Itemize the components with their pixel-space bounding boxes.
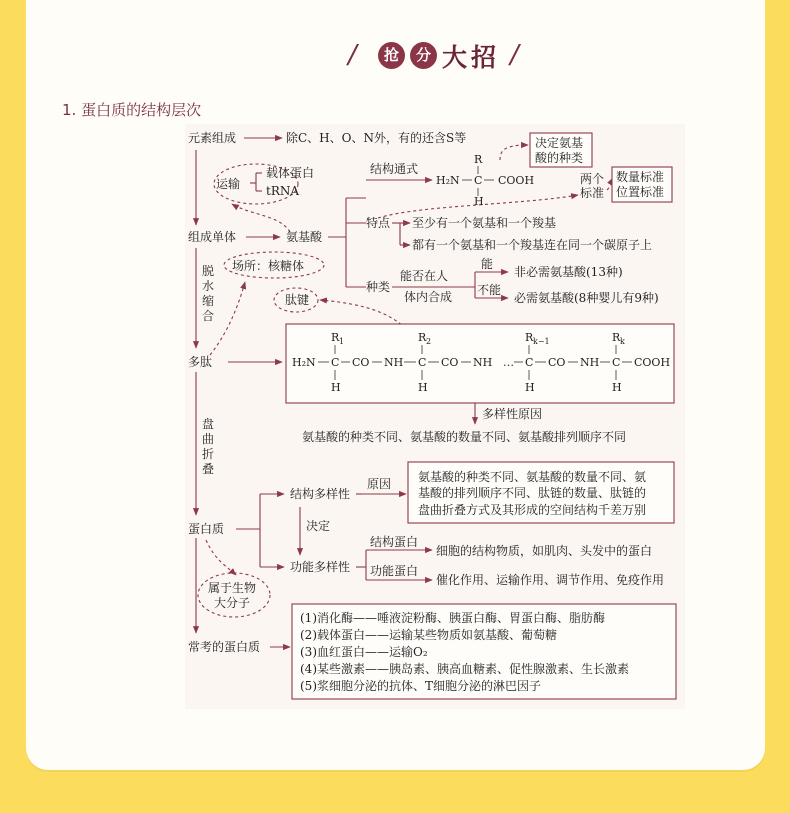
trna: tRNA [266,184,300,198]
label-monomer: 组成单体 [188,230,237,244]
chain-R2-sub: 2 [426,337,432,346]
decide-line-2: 酸的种类 [535,151,584,165]
chain-CO3: CO [548,356,566,369]
macromolecule-1: 属于生物 [208,581,257,595]
chain-NH2: NH [473,356,493,369]
label-common-proteins: 常考的蛋白质 [188,640,261,654]
label-amino-acid: 氨基酸 [286,230,323,244]
label-peptide-bond: 肽键 [285,293,310,307]
chain-C2: C [418,356,427,369]
label-transport: 运输 [216,177,241,191]
label-elements: 元素组成 [188,131,237,145]
label-protein: 蛋白质 [188,522,225,536]
common-5: (5)浆细胞分泌的抗体、T细胞分泌的淋巴因子 [300,679,542,693]
chain-C1: C [331,356,340,369]
header-char-1: 抢 [378,42,405,69]
carrier-protein: 载体蛋白 [266,166,315,180]
label-func-diversity: 功能多样性 [290,560,351,574]
label-struct-protein: 结构蛋白 [370,535,419,549]
common-2: (2)载体蛋白——运输某些物质如氨基酸、葡萄糖 [300,628,557,642]
left-slash: / [348,40,357,70]
chain-R1: R [331,331,340,344]
macromolecule-2: 大分子 [214,596,251,610]
label-kinds: 种类 [366,280,391,294]
chain-H4: H [612,381,622,394]
chain-H1: H [331,381,341,394]
decide-line-1: 决定氨基 [535,136,584,150]
formula-COOH: COOH [498,174,535,187]
feature-2: 都有一个氨基和一个羧基连在同一个碳原子上 [412,238,653,252]
dehydration-3: 缩 [202,294,215,308]
dehydration-4: 合 [202,309,215,323]
chain-C4: C [612,356,621,369]
reason-line-1: 氨基酸的种类不同、氨基酸的数量不同、氨 [418,470,647,484]
common-4: (4)某些激素——胰岛素、胰高血糖素、促性腺激素、生长激素 [300,662,630,676]
chain-Rk: R [612,331,621,344]
label-two: 两个 [580,172,605,186]
nonessential-aa: 非必需氨基酸(13种) [514,265,623,279]
chain-COOH: COOH [634,356,671,369]
label-features: 特点 [366,216,391,230]
label-can: 能 [481,257,494,271]
chain-H2: H [418,381,428,394]
chain-Rk-sub: k [620,337,625,346]
header-char-4: 招 [471,43,497,72]
position-standard: 位置标准 [616,185,665,199]
label-general-formula: 结构通式 [370,162,419,176]
label-can-synth-2: 体内合成 [404,290,453,304]
chain-R2: R [418,331,427,344]
essential-aa: 必需氨基酸(8种婴儿有9种) [514,291,659,305]
chain-NH3: NH [580,356,600,369]
section-title: 1. 蛋白质的结构层次 [62,101,202,119]
diversity-reason-desc: 氨基酸的种类不同、氨基酸的数量不同、氨基酸排列顺序不同 [302,430,627,444]
chain-CO1: CO [352,356,370,369]
label-determine: 决定 [306,519,331,533]
chain-dots: … [503,356,514,369]
elements-desc: 除C、H、O、N外，有的还含S等 [286,131,467,145]
formula-R: R [474,153,483,166]
label-diversity-reason: 多样性原因 [482,407,543,421]
chain-H2N: H₂N [292,356,316,369]
chain-NH1: NH [384,356,404,369]
label-polypeptide: 多肽 [188,355,213,369]
label-reason: 原因 [367,477,392,491]
quantity-standard: 数量标准 [616,170,665,184]
chain-R1-sub: 1 [339,337,345,346]
formula-H: H [474,195,484,208]
feature-1: 至少有一个氨基和一个羧基 [412,216,557,230]
chain-H3: H [525,381,535,394]
common-3: (3)血红蛋白——运输O₂ [300,645,428,659]
formula-C: C [474,174,483,187]
folding-1: 盘 [202,417,215,431]
right-slash: / [510,40,519,70]
header-char-2: 分 [410,42,437,69]
reason-line-2: 基酸的排列顺序不同、肽链的数量、肽链的 [418,486,647,500]
label-can-synth-1: 能否在人 [400,269,449,283]
label-standard: 标准 [580,186,605,200]
chain-Rk1-sub: k−1 [533,337,550,346]
chain-Rk1: R [525,331,534,344]
chain-CO2: CO [441,356,459,369]
reason-line-3: 盘曲折叠方式及其形成的空间结构千差万别 [418,503,647,517]
label-cannot: 不能 [477,283,502,297]
folding-3: 折 [202,447,215,461]
formula-H2N: H₂N [436,174,460,187]
struct-protein-desc: 细胞的结构物质，如肌肉、头发中的蛋白 [436,544,653,558]
dehydration-1: 脱 [202,264,215,278]
folding-2: 曲 [202,432,215,446]
dehydration-2: 水 [202,279,215,293]
label-func-protein: 功能蛋白 [370,564,419,578]
chain-C3: C [525,356,534,369]
label-struct-diversity: 结构多样性 [290,487,351,501]
site-ribosome: 场所：核糖体 [232,259,305,273]
common-1: (1)消化酶——唾液淀粉酶、胰蛋白酶、胃蛋白酶、脂肪酶 [300,611,606,625]
folding-4: 叠 [202,462,215,476]
header-char-3: 大 [442,43,468,72]
func-protein-desc: 催化作用、运输作用、调节作用、免疫作用 [436,573,665,587]
